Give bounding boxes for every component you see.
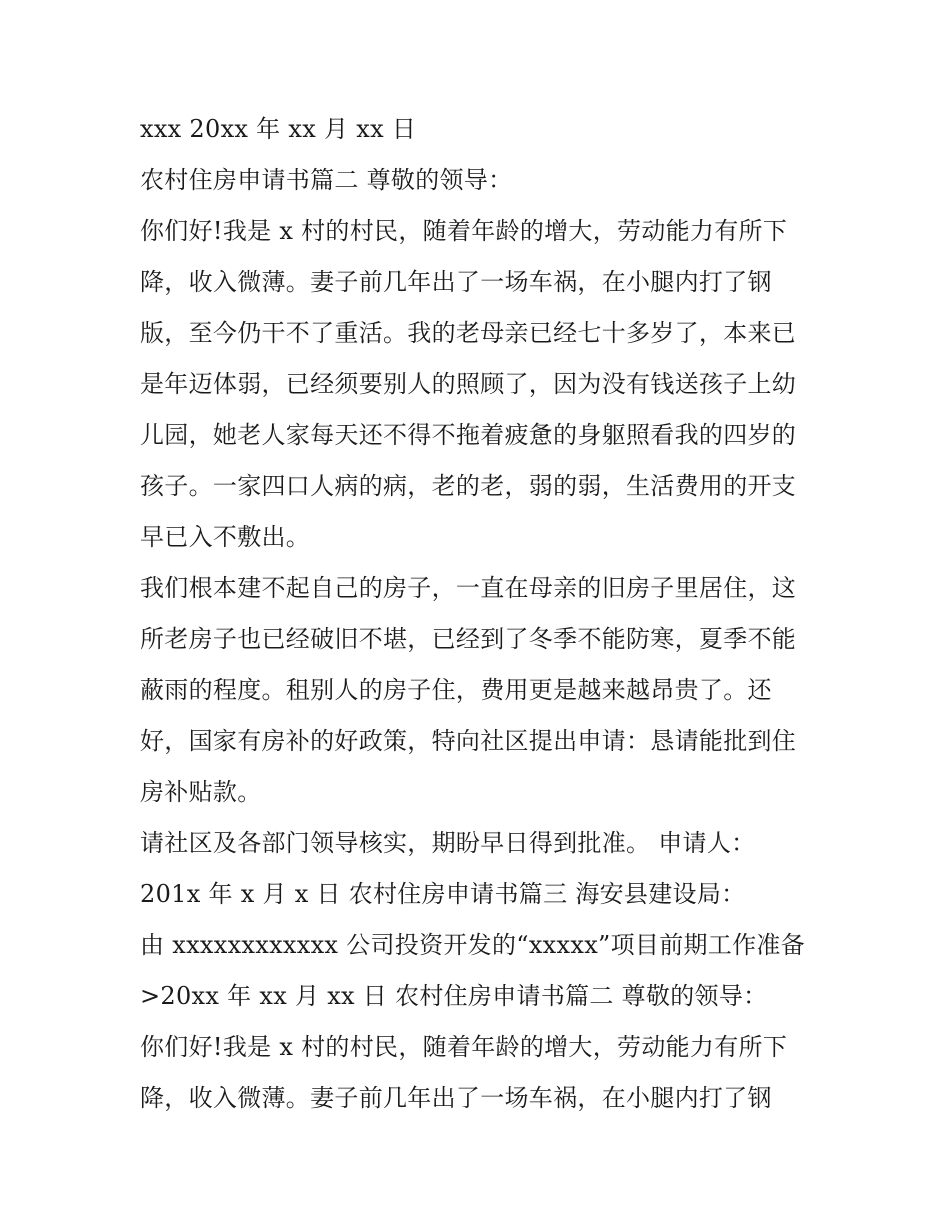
document-body xyxy=(140,104,820,1124)
paragraph-line: 蔽雨的程度。租别人的房子住，费用更是越来越昂贵了。还 xyxy=(140,676,772,704)
paragraph-line: 版，至今仍干不了重活。我的老母亲已经七十多岁了，本来已 xyxy=(140,319,797,347)
paragraph-line: 201x 年 x 月 x 日 农村住房申请书篇三 海安县建设局： xyxy=(140,880,746,908)
paragraph-line: 降，收入微薄。妻子前几年出了一场车祸，在小腿内打了钢 xyxy=(140,1084,772,1112)
section-heading-line: 农村住房申请书篇二 尊敬的领导： xyxy=(140,166,513,194)
paragraph-line: 你们好!我是 x 村的村民，随着年龄的增大，劳动能力有所下 xyxy=(140,217,788,245)
paragraph-line: 是年迈体弱，已经须要别人的照顾了，因为没有钱送孩子上幼 xyxy=(140,370,797,398)
paragraph-line: 你们好!我是 x 村的村民，随着年龄的增大，劳动能力有所下 xyxy=(140,1033,788,1061)
paragraph-line: 房补贴款。 xyxy=(140,778,262,806)
paragraph-line: >20xx 年 xx 月 xx 日 农村住房申请书篇二 尊敬的领导： xyxy=(140,982,768,1010)
paragraph-line: 孩子。一家四口人病的病，老的老，弱的弱，生活费用的开支 xyxy=(140,472,797,500)
paragraph-line: 由 xxxxxxxxxxxx 公司投资开发的“xxxxx”项目前期工作准备 xyxy=(140,931,805,959)
paragraph-line: 降，收入微薄。妻子前几年出了一场车祸，在小腿内打了钢 xyxy=(140,268,772,296)
paragraph-line: 好，国家有房补的好政策，特向社区提出申请：恳请能批到住 xyxy=(140,727,797,755)
paragraph-line: 我们根本建不起自己的房子，一直在母亲的旧房子里居住，这 xyxy=(140,574,797,602)
paragraph-line: 所老房子也已经破旧不堪，已经到了冬季不能防寒，夏季不能 xyxy=(140,625,797,653)
paragraph-line: 请社区及各部门领导核实，期盼早日得到批准。 申请人： xyxy=(140,829,756,857)
paragraph-line: 早已入不敷出。 xyxy=(140,523,311,551)
paragraph-line: 儿园，她老人家每天还不得不拖着疲惫的身躯照看我的四岁的 xyxy=(140,421,797,449)
date-line: xxx 20xx 年 xx 月 xx 日 xyxy=(140,115,417,143)
